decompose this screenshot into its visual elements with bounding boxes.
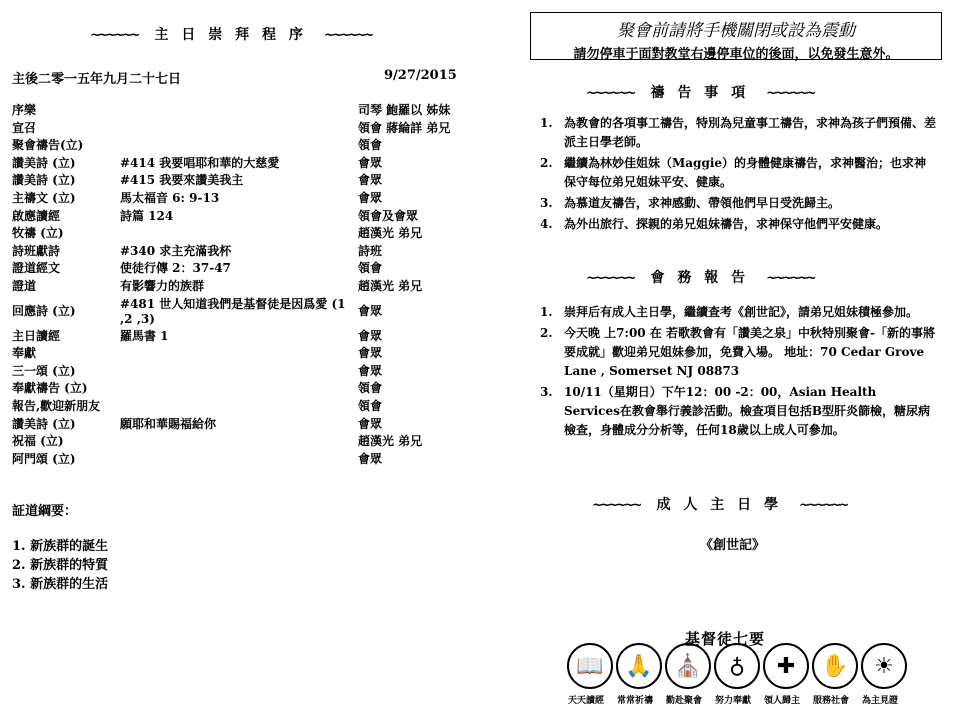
program-item: 聚會禱告(立)	[12, 138, 84, 153]
program-row	[12, 102, 452, 120]
program-content: #415 我要來讚美我主	[120, 173, 244, 188]
program-content: 使徒行傳 2：37-47	[120, 261, 231, 276]
report-item	[540, 324, 936, 381]
program-row	[12, 155, 452, 173]
program-content: 詩篇 124	[120, 208, 174, 223]
sermon-outline	[12, 500, 108, 594]
logo-caption: 領人歸主	[764, 696, 801, 706]
report-item-number: 3.	[540, 385, 553, 399]
ornament-left: ~~~~~~	[586, 86, 634, 101]
program-row	[12, 137, 452, 155]
program-leader: 會眾	[358, 328, 383, 343]
notice-parking: 請勿停車于面對教堂右邊停車位的後面，以免發生意外。	[573, 47, 899, 62]
ornament-right: ~~~~~~	[799, 498, 847, 513]
prayer-item	[540, 114, 936, 152]
program-row	[12, 208, 452, 226]
program-leader: 會眾	[358, 173, 383, 188]
program-leader: 領會	[358, 261, 383, 276]
outline-item: 2. 新族群的特質	[12, 558, 109, 573]
prayer-item-text: 為慕道友禱告，求神感動、帶領他們早日受洗歸主。	[564, 196, 841, 210]
program-item: 祝福 (立)	[12, 434, 64, 449]
report-item	[540, 383, 936, 440]
outline-item: 3. 新族群的生活	[12, 577, 109, 592]
program-content: 有影響力的族群	[120, 278, 205, 293]
program-row	[12, 225, 452, 243]
prayer-item-text: 為教會的各項事工禱告，特別為兒童事工禱告，求神為孩子們預備、差派主日學老師。	[564, 116, 937, 149]
logo-caption: 努力奉獻	[715, 696, 752, 706]
prayer-item-number: 1.	[540, 116, 553, 130]
service-date-cn: 主後二零一五年九月二十七日	[12, 72, 182, 87]
prayer-item	[540, 154, 936, 192]
program-leader: 詩班	[358, 243, 383, 258]
program-leader: 趙漢光 弟兄	[358, 226, 423, 241]
program-leader: 趙漢光 弟兄	[358, 278, 423, 293]
prayer-item-number: 4.	[540, 217, 553, 231]
program-row	[12, 363, 452, 381]
prayer-item-text: 為外出旅行、探親的弟兄姐妹禱告，求神保守他們平安健康。	[564, 217, 889, 231]
report-item	[540, 303, 936, 322]
program-leader: 司琴 鮑羅以 姊妹	[358, 103, 451, 117]
program-item: 奉獻	[12, 346, 37, 361]
program-item: 讚美詩 (立)	[12, 173, 76, 188]
program-item: 主禱文 (立)	[12, 190, 76, 205]
program-title: 主 日 崇 拜 程 序	[154, 27, 307, 43]
program-item: 宣召	[12, 120, 37, 135]
program-leader: 會眾	[358, 155, 383, 170]
worship-gathering-icon: ⛪	[665, 643, 711, 689]
prayer-item	[540, 215, 936, 234]
program-item: 報告,歡迎新朋友	[12, 398, 101, 413]
program-row	[12, 260, 452, 278]
program-leader: 會眾	[358, 190, 383, 205]
logo-caption: 天天讀經	[568, 696, 605, 706]
notice-phones: 聚會前請將手機關閉或設為震動	[617, 21, 855, 41]
program-row	[12, 328, 452, 346]
program-row	[12, 278, 452, 296]
program-item: 牧禱 (立)	[12, 226, 64, 241]
program-row	[12, 451, 452, 469]
program-item: 啟應讀經	[12, 208, 61, 223]
program-content: 羅馬書 1	[120, 328, 169, 343]
program-leader: 領會	[358, 138, 383, 153]
program-leader: 會眾	[358, 416, 383, 431]
program-item: 序樂	[12, 103, 37, 117]
seven-essentials-title: 基督徒七要	[685, 630, 766, 648]
ornament-left: ~~~~~~	[90, 28, 138, 43]
program-leader: 領會	[358, 398, 383, 413]
prayer-item-number: 3.	[540, 196, 553, 210]
report-item-text: 今天晚 上7:00 在 若歌教會有「讚美之泉」中秋特別聚會-「新的事將要成就」歡迎弟兄姐妹參加，免費入場。 地址：70 Cedar Grove Lane , Somerset NJ 08873	[564, 326, 935, 378]
program-leader: 領會	[358, 381, 383, 396]
logo-caption: 勤赴聚會	[666, 696, 703, 706]
program-item: 阿門頌 (立)	[12, 451, 76, 466]
evangelism-icon: ✚	[763, 643, 809, 689]
program-leader: 趙漢光 弟兄	[358, 434, 423, 449]
notice-box	[530, 12, 942, 60]
ornament-left: ~~~~~~	[592, 498, 640, 513]
program-row	[12, 416, 452, 434]
program-item: 證道經文	[12, 261, 61, 276]
program-content: #414 我要唱耶和華的大慈愛	[120, 155, 280, 170]
prayer-list	[540, 114, 936, 236]
outline-title: 証道綱要：	[12, 504, 78, 519]
logo-caption: 常常祈禱	[617, 696, 654, 706]
program-content: 願耶和華賜福給你	[120, 416, 217, 431]
adult-school-title: 成 人 主 日 學	[656, 497, 782, 513]
logo-caption: 為主見證	[862, 696, 899, 706]
prayer-header	[586, 82, 814, 102]
program-leader: 會眾	[358, 363, 383, 378]
ornament-right: ~~~~~~	[766, 271, 814, 286]
program-row	[12, 380, 452, 398]
offering-icon: ♁	[714, 643, 760, 689]
report-title: 會 務 報 告	[650, 270, 750, 286]
program-leader: 領會 蔣綸詳 弟兄	[358, 120, 451, 135]
program-row	[12, 296, 452, 328]
report-item-text: 10/11（星期日）下午12：00 -2：00，Asian Health Services在教會舉行義診活動。檢查項目包括B型肝炎篩檢，糖尿病檢查，身體成分分析等，任何18歲以上成人可參加。	[564, 385, 930, 437]
report-list	[540, 303, 936, 442]
prayer-item-text: 繼續為林妙佳姐妹（Maggie）的身體健康禱告，求神醫治；也求神保守每位弟兄姐妹平安、健康。	[564, 156, 927, 189]
program-leader: 領會及會眾	[358, 208, 419, 223]
program-leader: 會眾	[358, 303, 383, 318]
adult-school-header	[592, 494, 846, 514]
ornament-right: ~~~~~~	[323, 28, 372, 43]
program-table	[12, 102, 452, 468]
program-row	[12, 345, 452, 363]
program-content: #481 世人知道我們是基督徒是因爲愛 (1 ,2 ,3)	[120, 296, 346, 326]
report-item-number: 1.	[540, 305, 553, 319]
report-item-text: 崇拜后有成人主日學，繼續查考《創世記》，請弟兄姐妹積極參加。	[564, 305, 919, 319]
program-item: 讚美詩 (立)	[12, 416, 76, 431]
program-leader: 會眾	[358, 346, 383, 361]
program-row	[12, 190, 452, 208]
program-item: 回應詩 (立)	[12, 303, 76, 318]
program-item: 主日讀經	[12, 328, 61, 343]
prayer-item-number: 2.	[540, 156, 553, 170]
program-row	[12, 172, 452, 190]
program-row	[12, 433, 452, 451]
service-date: 9/27/2015	[384, 68, 457, 83]
program-item: 證道	[12, 278, 37, 293]
ornament-right: ~~~~~~	[766, 86, 814, 101]
program-item: 詩班獻詩	[12, 243, 61, 258]
ornament-left: ~~~~~~	[586, 271, 634, 286]
program-row	[12, 120, 452, 138]
program-item: 奉獻禱告 (立)	[12, 381, 88, 396]
adult-school-topic: 《創世記》	[700, 538, 766, 553]
program-leader: 會眾	[358, 451, 383, 466]
program-header	[90, 24, 371, 44]
program-content: #340 求主充滿我杯	[120, 243, 232, 258]
witness-icon: ☀	[861, 643, 907, 689]
service-icon: ✋	[812, 643, 858, 689]
report-item-number: 2.	[540, 326, 553, 340]
program-item: 三一頌 (立)	[12, 363, 76, 378]
program-row	[12, 398, 452, 416]
bible-reading-icon: 📖	[567, 643, 613, 689]
program-item: 讚美詩 (立)	[12, 155, 76, 170]
program-content: 馬太福音 6: 9-13	[120, 190, 220, 205]
outline-item: 1. 新族群的誕生	[12, 539, 109, 554]
program-row	[12, 243, 452, 261]
praying-icon: 🙏	[616, 643, 662, 689]
prayer-title: 禱 告 事 項	[650, 85, 750, 101]
prayer-item	[540, 194, 936, 213]
report-header	[586, 267, 814, 287]
logo-caption: 服務社會	[813, 696, 850, 706]
